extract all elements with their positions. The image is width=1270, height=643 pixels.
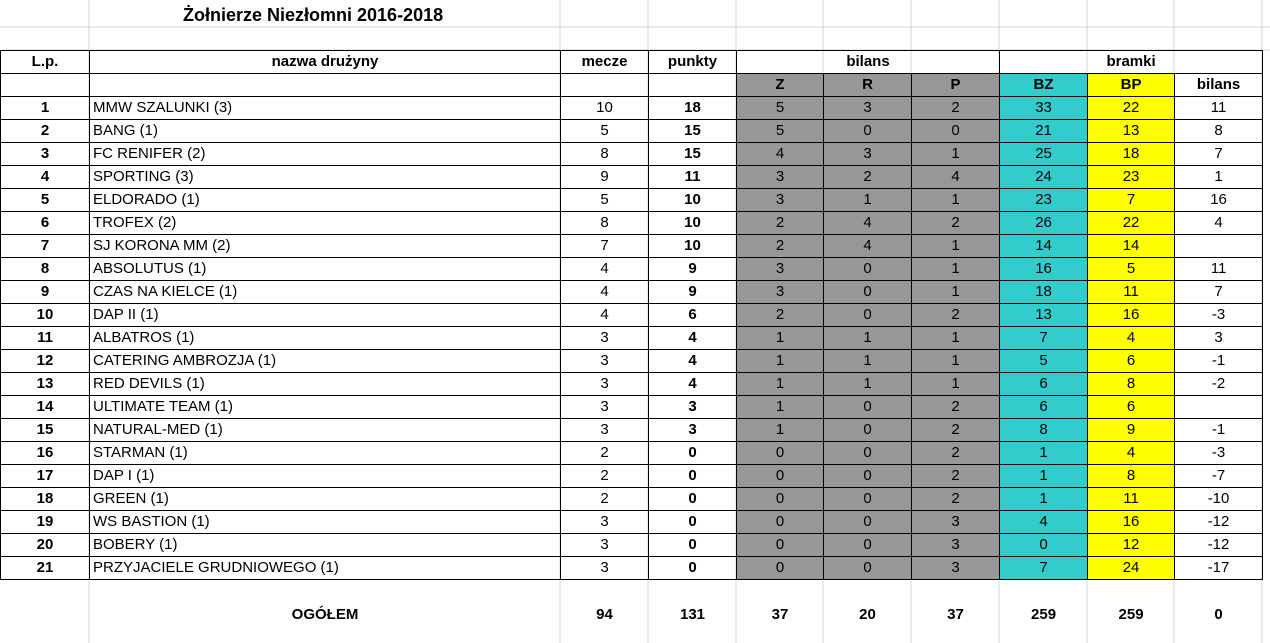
cell-goals-scored[interactable]: 0: [1000, 534, 1088, 557]
cell-matches[interactable]: 4: [561, 304, 649, 327]
cell-wins[interactable]: 1: [737, 373, 824, 396]
cell-team-name[interactable]: FC RENIFER (2): [90, 143, 561, 166]
cell-goals-conceded[interactable]: 6: [1088, 350, 1175, 373]
cell-lp[interactable]: 2: [1, 120, 90, 143]
cell-lp[interactable]: 11: [1, 327, 90, 350]
cell-wins[interactable]: 2: [737, 212, 824, 235]
cell-lp[interactable]: 19: [1, 511, 90, 534]
header-blank[interactable]: [561, 74, 649, 97]
cell-goals-conceded[interactable]: 4: [1088, 442, 1175, 465]
cell-goals-scored[interactable]: 1: [1000, 465, 1088, 488]
table-row: [1, 120, 1263, 143]
table-row: [1, 419, 1263, 442]
cell-points[interactable]: 10: [649, 212, 737, 235]
cell-lp[interactable]: 21: [1, 557, 90, 580]
cell-goal-diff[interactable]: -12: [1175, 511, 1263, 534]
cell-losses[interactable]: 2: [912, 419, 1000, 442]
cell-team-name[interactable]: ELDORADO (1): [90, 189, 561, 212]
table-row: [1, 465, 1263, 488]
cell-team-name[interactable]: STARMAN (1): [90, 442, 561, 465]
cell-wins[interactable]: 1: [737, 350, 824, 373]
cell-points[interactable]: 10: [649, 189, 737, 212]
cell-matches[interactable]: 2: [561, 488, 649, 511]
cell-losses[interactable]: 1: [912, 281, 1000, 304]
cell-points[interactable]: 0: [649, 534, 737, 557]
total-goals-conceded[interactable]: 259: [1118, 605, 1144, 623]
cell-losses[interactable]: 1: [912, 258, 1000, 281]
cell-lp[interactable]: 8: [1, 258, 90, 281]
cell-team-name[interactable]: DAP I (1): [90, 465, 561, 488]
cell-goal-diff[interactable]: 3: [1175, 327, 1263, 350]
cell-goals-conceded[interactable]: 22: [1088, 212, 1175, 235]
cell-goals-scored[interactable]: 8: [1000, 419, 1088, 442]
cell-points[interactable]: 6: [649, 304, 737, 327]
cell-points[interactable]: 11: [649, 166, 737, 189]
cell-matches[interactable]: 3: [561, 327, 649, 350]
empty-cell[interactable]: [824, 580, 912, 600]
cell-losses[interactable]: 2: [912, 212, 1000, 235]
cell-losses[interactable]: 1: [912, 350, 1000, 373]
cell-goals-conceded[interactable]: 14: [1088, 235, 1175, 258]
cell-wins[interactable]: 2: [737, 235, 824, 258]
cell-team-name[interactable]: WS BASTION (1): [90, 511, 561, 534]
cell-lp[interactable]: 18: [1, 488, 90, 511]
cell-team-name[interactable]: DAP II (1): [90, 304, 561, 327]
cell-goal-diff[interactable]: -17: [1175, 557, 1263, 580]
empty-cell[interactable]: [1, 600, 90, 630]
cell-lp[interactable]: 13: [1, 373, 90, 396]
cell-lp[interactable]: 14: [1, 396, 90, 419]
header-goals[interactable]: bramki: [1000, 51, 1263, 74]
cell-goals-conceded[interactable]: 23: [1088, 166, 1175, 189]
cell-matches[interactable]: 2: [561, 442, 649, 465]
cell-team-name[interactable]: CATERING AMBROZJA (1): [90, 350, 561, 373]
cell-draws[interactable]: 3: [824, 97, 912, 120]
cell-matches[interactable]: 5: [561, 189, 649, 212]
cell-goals-conceded[interactable]: 13: [1088, 120, 1175, 143]
cell-losses[interactable]: 1: [912, 235, 1000, 258]
cell-team-name[interactable]: NATURAL-MED (1): [90, 419, 561, 442]
empty-cell[interactable]: [912, 580, 1000, 600]
cell-draws[interactable]: 3: [824, 143, 912, 166]
totals-row: [1, 600, 1263, 630]
cell-matches[interactable]: 7: [561, 235, 649, 258]
cell-goals-scored[interactable]: 6: [1000, 396, 1088, 419]
empty-cell[interactable]: [649, 580, 737, 600]
table-row: [1, 350, 1263, 373]
cell-losses[interactable]: 2: [912, 442, 1000, 465]
header-row-2: [1, 74, 1263, 97]
cell-goals-scored[interactable]: 5: [1000, 350, 1088, 373]
cell-goal-diff[interactable]: 11: [1175, 258, 1263, 281]
empty-cell[interactable]: [561, 580, 649, 600]
header-blank[interactable]: [90, 74, 561, 97]
cell-draws[interactable]: 0: [824, 465, 912, 488]
cell-goals-conceded[interactable]: 16: [1088, 511, 1175, 534]
cell-lp[interactable]: 7: [1, 235, 90, 258]
cell-lp[interactable]: 16: [1, 442, 90, 465]
cell-draws[interactable]: 0: [824, 419, 912, 442]
cell-goals-scored[interactable]: 14: [1000, 235, 1088, 258]
cell-goal-diff[interactable]: 8: [1175, 120, 1263, 143]
cell-lp[interactable]: 4: [1, 166, 90, 189]
cell-wins[interactable]: 0: [737, 511, 824, 534]
cell-matches[interactable]: 4: [561, 258, 649, 281]
header-goals-conceded[interactable]: BP: [1088, 74, 1175, 97]
cell-goals-scored[interactable]: 4: [1000, 511, 1088, 534]
empty-cell[interactable]: [1088, 580, 1175, 600]
total-losses[interactable]: 37: [947, 605, 964, 623]
cell-goals-scored[interactable]: 16: [1000, 258, 1088, 281]
header-matches[interactable]: mecze: [561, 51, 649, 74]
cell-wins[interactable]: 1: [737, 419, 824, 442]
header-losses[interactable]: P: [912, 74, 1000, 97]
cell-draws[interactable]: 0: [824, 557, 912, 580]
cell-points[interactable]: 15: [649, 143, 737, 166]
cell-draws[interactable]: 0: [824, 258, 912, 281]
table-row: [1, 534, 1263, 557]
cell-goal-diff[interactable]: -1: [1175, 419, 1263, 442]
cell-losses[interactable]: 2: [912, 97, 1000, 120]
cell-points[interactable]: 0: [649, 511, 737, 534]
cell-team-name[interactable]: BOBERY (1): [90, 534, 561, 557]
header-blank[interactable]: [1, 74, 90, 97]
cell-points[interactable]: 0: [649, 488, 737, 511]
total-matches[interactable]: 94: [596, 605, 613, 623]
cell-matches[interactable]: 3: [561, 350, 649, 373]
cell-team-name[interactable]: SPORTING (3): [90, 166, 561, 189]
cell-losses[interactable]: 2: [912, 465, 1000, 488]
table-row: [1, 258, 1263, 281]
table-row: [1, 327, 1263, 350]
cell-goals-scored[interactable]: 24: [1000, 166, 1088, 189]
empty-cell[interactable]: [1000, 580, 1088, 600]
cell-losses[interactable]: 2: [912, 488, 1000, 511]
cell-matches[interactable]: 8: [561, 143, 649, 166]
cell-points[interactable]: 4: [649, 373, 737, 396]
cell-losses[interactable]: 1: [912, 327, 1000, 350]
cell-matches[interactable]: 4: [561, 281, 649, 304]
cell-points[interactable]: 18: [649, 97, 737, 120]
cell-goals-scored[interactable]: 26: [1000, 212, 1088, 235]
cell-losses[interactable]: 1: [912, 189, 1000, 212]
cell-matches[interactable]: 3: [561, 511, 649, 534]
cell-goal-diff[interactable]: 4: [1175, 212, 1263, 235]
table-row: [1, 143, 1263, 166]
cell-draws[interactable]: 1: [824, 350, 912, 373]
cell-matches[interactable]: 3: [561, 373, 649, 396]
cell-team-name[interactable]: CZAS NA KIELCE (1): [90, 281, 561, 304]
cell-points[interactable]: 10: [649, 235, 737, 258]
cell-losses[interactable]: 3: [912, 534, 1000, 557]
sheet-title: Żołnierze Niezłomni 2016-2018: [183, 5, 444, 25]
cell-losses[interactable]: 1: [912, 373, 1000, 396]
table-row: [1, 373, 1263, 396]
cell-losses[interactable]: 3: [912, 511, 1000, 534]
cell-goals-scored[interactable]: 1: [1000, 442, 1088, 465]
cell-draws[interactable]: 0: [824, 442, 912, 465]
cell-team-name[interactable]: RED DEVILS (1): [90, 373, 561, 396]
totals-label[interactable]: OGÓŁEM: [291, 605, 359, 623]
cell-team-name[interactable]: BANG (1): [90, 120, 561, 143]
table-row: [1, 304, 1263, 327]
cell-goals-conceded[interactable]: 11: [1088, 488, 1175, 511]
cell-losses[interactable]: 2: [912, 304, 1000, 327]
cell-wins[interactable]: 0: [737, 488, 824, 511]
total-wins[interactable]: 37: [771, 605, 789, 623]
cell-goals-conceded[interactable]: 5: [1088, 258, 1175, 281]
cell-losses[interactable]: 4: [912, 166, 1000, 189]
cell-goal-diff[interactable]: [1175, 396, 1263, 419]
cell-goal-diff[interactable]: 7: [1175, 281, 1263, 304]
cell-wins[interactable]: 0: [737, 557, 824, 580]
cell-goals-scored[interactable]: 7: [1000, 327, 1088, 350]
cell-draws[interactable]: 1: [824, 189, 912, 212]
cell-draws[interactable]: 4: [824, 212, 912, 235]
cell-goals-conceded[interactable]: 11: [1088, 281, 1175, 304]
header-goal-diff[interactable]: bilans: [1175, 74, 1263, 97]
cell-goal-diff[interactable]: 7: [1175, 143, 1263, 166]
cell-goals-conceded[interactable]: 24: [1088, 557, 1175, 580]
table-row: [1, 235, 1263, 258]
cell-losses[interactable]: 0: [912, 120, 1000, 143]
cell-draws[interactable]: 0: [824, 281, 912, 304]
cell-goals-scored[interactable]: 33: [1000, 97, 1088, 120]
cell-goals-conceded[interactable]: 16: [1088, 304, 1175, 327]
cell-goals-scored[interactable]: 13: [1000, 304, 1088, 327]
header-team[interactable]: nazwa drużyny: [90, 51, 561, 74]
cell-goals-scored[interactable]: 7: [1000, 557, 1088, 580]
league-table: [0, 50, 1263, 630]
cell-goal-diff[interactable]: -3: [1175, 442, 1263, 465]
cell-wins[interactable]: 0: [737, 465, 824, 488]
cell-goal-diff[interactable]: -10: [1175, 488, 1263, 511]
cell-points[interactable]: 15: [649, 120, 737, 143]
cell-goals-conceded[interactable]: 4: [1088, 327, 1175, 350]
cell-draws[interactable]: 0: [824, 511, 912, 534]
header-draws[interactable]: R: [824, 74, 912, 97]
cell-goals-conceded[interactable]: 6: [1088, 396, 1175, 419]
cell-wins[interactable]: 3: [737, 281, 824, 304]
cell-draws[interactable]: 0: [824, 534, 912, 557]
cell-points[interactable]: 4: [649, 350, 737, 373]
cell-goal-diff[interactable]: -2: [1175, 373, 1263, 396]
cell-team-name[interactable]: ABSOLUTUS (1): [90, 258, 561, 281]
cell-goals-conceded[interactable]: 22: [1088, 97, 1175, 120]
header-points[interactable]: punkty: [649, 51, 737, 74]
cell-points[interactable]: 4: [649, 327, 737, 350]
cell-team-name[interactable]: SJ KORONA MM (2): [90, 235, 561, 258]
cell-goal-diff[interactable]: -3: [1175, 304, 1263, 327]
cell-wins[interactable]: 3: [737, 189, 824, 212]
cell-matches[interactable]: 8: [561, 212, 649, 235]
cell-goals-conceded[interactable]: 18: [1088, 143, 1175, 166]
table-row: [1, 557, 1263, 580]
cell-draws[interactable]: 0: [824, 396, 912, 419]
cell-goal-diff[interactable]: 16: [1175, 189, 1263, 212]
cell-draws[interactable]: 4: [824, 235, 912, 258]
cell-lp[interactable]: 10: [1, 304, 90, 327]
cell-goal-diff[interactable]: -7: [1175, 465, 1263, 488]
cell-wins[interactable]: 1: [737, 396, 824, 419]
cell-team-name[interactable]: MMW SZALUNKI (3): [90, 97, 561, 120]
total-goal-diff[interactable]: 0: [1214, 605, 1223, 623]
cell-goals-scored[interactable]: 1: [1000, 488, 1088, 511]
table-row: [1, 212, 1263, 235]
cell-wins[interactable]: 3: [737, 166, 824, 189]
table-row: [1, 396, 1263, 419]
cell-goals-conceded[interactable]: 7: [1088, 189, 1175, 212]
cell-lp[interactable]: 3: [1, 143, 90, 166]
header-wins[interactable]: Z: [737, 74, 824, 97]
cell-draws[interactable]: 2: [824, 166, 912, 189]
total-points[interactable]: 131: [679, 605, 706, 623]
header-row-1: [1, 51, 1263, 74]
cell-matches[interactable]: 9: [561, 166, 649, 189]
header-record[interactable]: bilans: [737, 51, 1000, 74]
cell-goals-conceded[interactable]: 8: [1088, 465, 1175, 488]
total-goals-scored[interactable]: 259: [1031, 605, 1057, 623]
header-blank[interactable]: [649, 74, 737, 97]
cell-wins[interactable]: 4: [737, 143, 824, 166]
cell-matches[interactable]: 5: [561, 120, 649, 143]
cell-goals-conceded[interactable]: 9: [1088, 419, 1175, 442]
cell-lp[interactable]: 20: [1, 534, 90, 557]
cell-draws[interactable]: 0: [824, 488, 912, 511]
cell-wins[interactable]: 0: [737, 442, 824, 465]
cell-team-name[interactable]: PRZYJACIELE GRUDNIOWEGO (1): [90, 557, 561, 580]
cell-goals-scored[interactable]: 23: [1000, 189, 1088, 212]
table-row: [1, 97, 1263, 120]
cell-lp[interactable]: 15: [1, 419, 90, 442]
table-row: [1, 166, 1263, 189]
cell-goals-scored[interactable]: 21: [1000, 120, 1088, 143]
cell-matches[interactable]: 3: [561, 396, 649, 419]
table-row: [1, 488, 1263, 511]
cell-losses[interactable]: 2: [912, 396, 1000, 419]
cell-points[interactable]: 0: [649, 557, 737, 580]
cell-goals-scored[interactable]: 25: [1000, 143, 1088, 166]
cell-team-name[interactable]: ALBATROS (1): [90, 327, 561, 350]
cell-goals-conceded[interactable]: 12: [1088, 534, 1175, 557]
cell-points[interactable]: 0: [649, 465, 737, 488]
empty-cell[interactable]: [90, 580, 561, 600]
empty-cell[interactable]: [737, 580, 824, 600]
cell-losses[interactable]: 3: [912, 557, 1000, 580]
cell-wins[interactable]: 2: [737, 304, 824, 327]
cell-lp[interactable]: 17: [1, 465, 90, 488]
table-row: [1, 281, 1263, 304]
header-lp[interactable]: L.p.: [1, 51, 90, 74]
cell-matches[interactable]: 10: [561, 97, 649, 120]
cell-matches[interactable]: 3: [561, 557, 649, 580]
cell-lp[interactable]: 12: [1, 350, 90, 373]
header-goals-scored[interactable]: BZ: [1000, 74, 1088, 97]
cell-points[interactable]: 9: [649, 281, 737, 304]
cell-goals-scored[interactable]: 18: [1000, 281, 1088, 304]
cell-draws[interactable]: 1: [824, 327, 912, 350]
spacer-row: [1, 580, 1263, 600]
table-row: [1, 189, 1263, 212]
empty-cell[interactable]: [1, 580, 90, 600]
cell-team-name[interactable]: GREEN (1): [90, 488, 561, 511]
cell-goals-conceded[interactable]: 8: [1088, 373, 1175, 396]
cell-wins[interactable]: 5: [737, 97, 824, 120]
cell-draws[interactable]: 1: [824, 373, 912, 396]
cell-lp[interactable]: 1: [1, 97, 90, 120]
cell-goals-scored[interactable]: 6: [1000, 373, 1088, 396]
cell-losses[interactable]: 1: [912, 143, 1000, 166]
table-row: [1, 511, 1263, 534]
cell-draws[interactable]: 0: [824, 120, 912, 143]
total-draws[interactable]: 20: [859, 605, 876, 623]
cell-points[interactable]: 3: [649, 419, 737, 442]
cell-goal-diff[interactable]: 1: [1175, 166, 1263, 189]
cell-team-name[interactable]: ULTIMATE TEAM (1): [90, 396, 561, 419]
cell-points[interactable]: 0: [649, 442, 737, 465]
cell-goal-diff[interactable]: [1175, 235, 1263, 258]
cell-wins[interactable]: 1: [737, 327, 824, 350]
cell-lp[interactable]: 5: [1, 189, 90, 212]
cell-points[interactable]: 9: [649, 258, 737, 281]
cell-matches[interactable]: 3: [561, 534, 649, 557]
cell-matches[interactable]: 3: [561, 419, 649, 442]
cell-goal-diff[interactable]: 11: [1175, 97, 1263, 120]
cell-goal-diff[interactable]: -1: [1175, 350, 1263, 373]
cell-team-name[interactable]: TROFEX (2): [90, 212, 561, 235]
cell-wins[interactable]: 3: [737, 258, 824, 281]
cell-wins[interactable]: 5: [737, 120, 824, 143]
cell-points[interactable]: 3: [649, 396, 737, 419]
cell-lp[interactable]: 9: [1, 281, 90, 304]
table-row: [1, 442, 1263, 465]
cell-wins[interactable]: 0: [737, 534, 824, 557]
cell-matches[interactable]: 2: [561, 465, 649, 488]
cell-lp[interactable]: 6: [1, 212, 90, 235]
cell-goal-diff[interactable]: -12: [1175, 534, 1263, 557]
empty-cell[interactable]: [1175, 580, 1263, 600]
cell-draws[interactable]: 0: [824, 304, 912, 327]
